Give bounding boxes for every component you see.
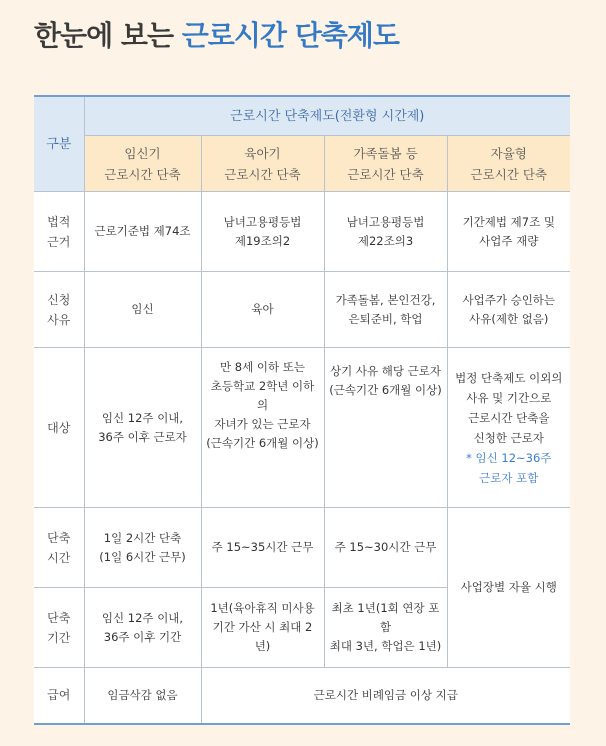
cell-target-childcare: 만 8세 이하 또는 초등학교 2학년 이하의 자녀가 있는 근로자 (근속기간 6개월 이상) [201,348,324,508]
comparison-table [34,95,570,725]
row-label-legal: 법적 근거 [34,192,84,272]
row-hours [34,508,570,588]
row-label-period: 단축 기간 [34,588,84,668]
cell-target-pregnancy: 임신 12주 이내, 36주 이후 근로자 [84,348,201,508]
header-pregnancy: 임신기 근로시간 단축 [84,136,201,192]
title-part1: 한눈에 보는 [34,19,182,52]
row-legal-basis [34,192,570,272]
header-group: 근로시간 단축제도(전환형 시간제) [84,96,570,136]
row-label-target: 대상 [34,348,84,508]
cell-wage-others: 근로시간 비례임금 이상 지급 [201,668,570,724]
cell-reason-autonomous: 사업주가 승인하는 사유(제한 없음) [447,272,570,348]
cell-target-autonomous: 법정 단축제도 이외의 사유 및 기간으로 근로시간 단축을 신청한 근로자 * 임신 12~36주 근로자 포함 [447,348,570,508]
cell-legal-childcare: 남녀고용평등법 제19조의2 [201,192,324,272]
cell-legal-pregnancy: 근로기준법 제74조 [84,192,201,272]
row-label-hours: 단축 시간 [34,508,84,588]
cell-legal-autonomous: 기간제법 제7조 및 사업주 재량 [447,192,570,272]
cell-period-pregnancy: 임신 12주 이내, 36주 이후 기간 [84,588,201,668]
cell-period-childcare: 1년(육아휴직 미사용 기간 가산 시 최대 2년) [201,588,324,668]
row-wage [34,668,570,724]
title-part2: 근로시간 단축제도 [181,19,399,52]
header-autonomous: 자율형 근로시간 단축 [447,136,570,192]
cell-wage-pregnancy: 임금삭감 없음 [84,668,201,724]
cell-reason-pregnancy: 임신 [84,272,201,348]
target-note: * 임신 12~36주 근로자 포함 [466,450,552,485]
header-familycare: 가족돌봄 등 근로시간 단축 [324,136,447,192]
header-category: 구분 [34,96,84,192]
cell-reason-familycare: 가족돌봄, 본인건강, 은퇴준비, 학업 [324,272,447,348]
header-childcare: 육아기 근로시간 단축 [201,136,324,192]
row-target [34,348,570,508]
cell-period-familycare: 최초 1년(1회 연장 포함 최대 3년, 학업은 1년) [324,588,447,668]
cell-hours-childcare: 주 15~35시간 근무 [201,508,324,588]
row-label-reason: 신청 사유 [34,272,84,348]
cell-hours-familycare: 주 15~30시간 근무 [324,508,447,588]
page-title [34,14,399,54]
cell-legal-familycare: 남녀고용평등법 제22조의3 [324,192,447,272]
row-reason [34,272,570,348]
cell-hours-pregnancy: 1일 2시간 단축 (1일 6시간 근무) [84,508,201,588]
cell-reason-childcare: 육아 [201,272,324,348]
cell-target-familycare: 상기 사유 해당 근로자 (근속기간 6개월 이상) [324,348,447,508]
cell-hours-period-autonomous: 사업장별 자율 시행 [447,508,570,668]
row-label-wage: 급여 [34,668,84,724]
